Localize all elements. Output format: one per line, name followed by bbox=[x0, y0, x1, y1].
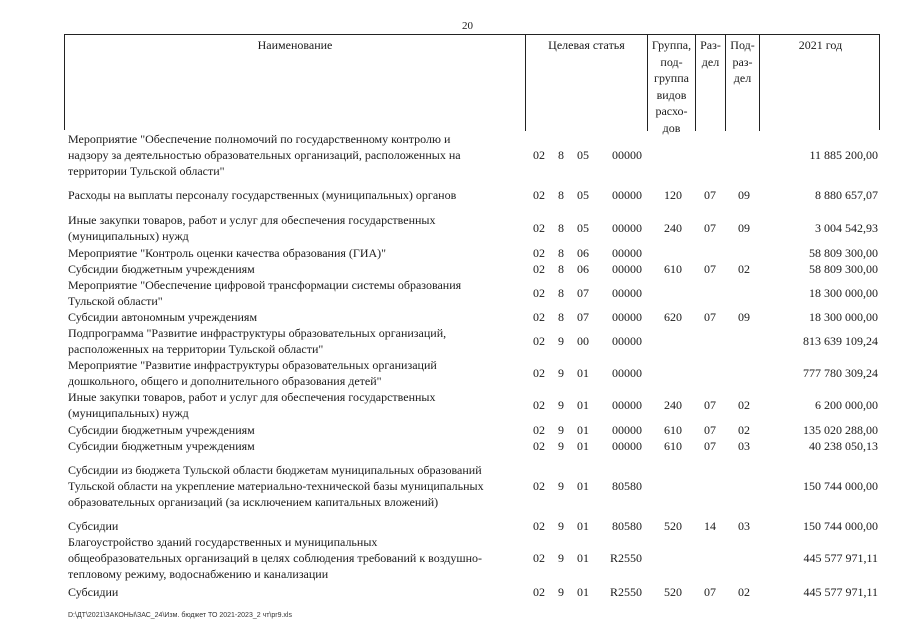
row-name-line: образовательных организаций (за исключением капитальных вложений) bbox=[68, 495, 439, 509]
row-name-line: Субсидии bbox=[68, 519, 119, 533]
table-row bbox=[64, 245, 880, 261]
row-c2: 8 bbox=[558, 262, 564, 276]
row-c4: 80580 bbox=[612, 479, 642, 493]
header-group-line: видов bbox=[656, 87, 687, 102]
row-name bbox=[68, 261, 526, 277]
row-c4: 00000 bbox=[612, 366, 642, 380]
row-name-line: дошкольного, общего и дополнительного образования детей" bbox=[68, 374, 382, 388]
row-name-line: Иные закупки товаров, работ и услуг для обеспечения государственных bbox=[68, 390, 436, 404]
table-row bbox=[64, 389, 880, 421]
header-group-line: под- bbox=[660, 54, 683, 69]
row-c2: 8 bbox=[558, 246, 564, 260]
file-path: D:\ДТ\2021\ЗАКОНЫ\ЗАС_24\Изм. бюджет ТО 2021-2023_2 чт\pr9.xls bbox=[68, 612, 292, 619]
header-target-label: Целевая статья bbox=[548, 38, 625, 52]
row-amt: 11 885 200,00 bbox=[809, 148, 878, 162]
row-c3: 00 bbox=[577, 334, 589, 348]
row-grp: 610 bbox=[664, 423, 682, 437]
row-name bbox=[68, 309, 526, 325]
row-c1: 02 bbox=[533, 310, 545, 324]
row-name bbox=[68, 131, 526, 179]
row-name bbox=[68, 325, 526, 357]
row-grp: 240 bbox=[664, 398, 682, 412]
row-amt: 135 020 288,00 bbox=[803, 423, 878, 437]
row-prz: 09 bbox=[738, 221, 750, 235]
row-rz: 07 bbox=[704, 439, 716, 453]
header-section-line: Раз- bbox=[700, 38, 721, 52]
row-c3: 01 bbox=[577, 479, 589, 493]
header-name-label: Наименование bbox=[257, 38, 333, 52]
row-name bbox=[68, 438, 526, 454]
row-c4: 00000 bbox=[612, 334, 642, 348]
row-amt: 58 809 300,00 bbox=[809, 246, 878, 260]
row-grp: 240 bbox=[664, 221, 682, 235]
row-name-line: Мероприятие "Обеспечение полномочий по государственному контролю и bbox=[68, 132, 451, 146]
table-row bbox=[64, 131, 880, 179]
row-amt: 150 744 000,00 bbox=[803, 479, 878, 493]
row-name bbox=[68, 357, 526, 389]
header-year bbox=[760, 35, 881, 131]
row-amt: 445 577 971,11 bbox=[803, 551, 878, 565]
table-row bbox=[64, 325, 880, 357]
row-c1: 02 bbox=[533, 439, 545, 453]
table-row bbox=[64, 518, 880, 534]
row-name bbox=[68, 462, 526, 510]
row-c3: 07 bbox=[577, 286, 589, 300]
row-c3: 01 bbox=[577, 551, 589, 565]
header-year-label: 2021 год bbox=[798, 38, 843, 52]
row-amt: 18 300 000,00 bbox=[809, 310, 878, 324]
table-row bbox=[64, 261, 880, 277]
row-rz: 07 bbox=[704, 188, 716, 202]
row-rz: 07 bbox=[704, 423, 716, 437]
row-grp: 610 bbox=[664, 439, 682, 453]
row-name-line: Подпрограмма "Развитие инфраструктуры образовательных организаций, bbox=[68, 326, 447, 340]
header-group-line: группа bbox=[654, 71, 689, 85]
row-name bbox=[68, 389, 526, 421]
row-c4: 00000 bbox=[612, 423, 642, 437]
row-name bbox=[68, 534, 526, 582]
header-subsection-line: раз- bbox=[732, 54, 753, 69]
table-row bbox=[64, 277, 880, 309]
row-c2: 8 bbox=[558, 286, 564, 300]
row-c3: 01 bbox=[577, 366, 589, 380]
row-c3: 06 bbox=[577, 246, 589, 260]
row-name-line: Мероприятие "Обеспечение цифровой трансформации системы образования bbox=[68, 278, 462, 292]
header-name bbox=[65, 35, 526, 131]
header-subsection-line: Под- bbox=[730, 38, 755, 52]
row-c2: 9 bbox=[558, 519, 564, 533]
header-group bbox=[648, 35, 696, 135]
row-c3: 07 bbox=[577, 310, 589, 324]
table-row bbox=[64, 309, 880, 325]
row-c1: 02 bbox=[533, 519, 545, 533]
row-name bbox=[68, 245, 526, 261]
row-name-line: расположенных на территории Тульской области" bbox=[68, 342, 324, 356]
row-c1: 02 bbox=[533, 366, 545, 380]
row-amt: 813 639 109,24 bbox=[803, 334, 878, 348]
row-name-line: Мероприятие "Развитие инфраструктуры образовательных организаций bbox=[68, 358, 437, 372]
row-c4: 80580 bbox=[612, 519, 642, 533]
row-name-line: Тульской области на укрепление материально-технической базы муниципальных bbox=[68, 479, 484, 493]
row-amt: 40 238 050,13 bbox=[809, 439, 878, 453]
table-row bbox=[64, 534, 880, 582]
row-rz: 07 bbox=[704, 221, 716, 235]
row-c1: 02 bbox=[533, 246, 545, 260]
table-row bbox=[64, 422, 880, 438]
header-subsection bbox=[726, 35, 760, 131]
row-c3: 05 bbox=[577, 148, 589, 162]
row-amt: 3 004 542,93 bbox=[815, 221, 878, 235]
row-prz: 02 bbox=[738, 423, 750, 437]
row-c4: R2550 bbox=[609, 551, 642, 565]
row-name-line: общеобразовательных организаций в целях соблюдения требований к воздушно- bbox=[68, 551, 483, 565]
row-c2: 9 bbox=[558, 334, 564, 348]
row-name-line: Субсидии бюджетным учреждениям bbox=[68, 439, 255, 453]
row-prz: 02 bbox=[738, 585, 750, 599]
row-c2: 8 bbox=[558, 188, 564, 202]
row-amt: 58 809 300,00 bbox=[809, 262, 878, 276]
table-row bbox=[64, 187, 880, 203]
row-c1: 02 bbox=[533, 398, 545, 412]
row-c2: 9 bbox=[558, 479, 564, 493]
row-c1: 02 bbox=[533, 585, 545, 599]
row-c4: 00000 bbox=[612, 246, 642, 260]
row-name-line: Субсидии автономным учреждениям bbox=[68, 310, 258, 324]
row-name-line: Благоустройство зданий государственных и муниципальных bbox=[68, 535, 378, 549]
row-c1: 02 bbox=[533, 479, 545, 493]
table-row bbox=[64, 584, 880, 600]
row-c3: 01 bbox=[577, 398, 589, 412]
row-c1: 02 bbox=[533, 551, 545, 565]
row-prz: 09 bbox=[738, 188, 750, 202]
row-c3: 01 bbox=[577, 585, 589, 599]
row-grp: 520 bbox=[664, 519, 682, 533]
header-target bbox=[526, 35, 648, 131]
row-c2: 9 bbox=[558, 366, 564, 380]
row-name-line: Субсидии бюджетным учреждениям bbox=[68, 262, 255, 276]
row-grp: 620 bbox=[664, 310, 682, 324]
row-name-line: Расходы на выплаты персоналу государственных (муниципальных) органов bbox=[68, 188, 457, 202]
row-c1: 02 bbox=[533, 286, 545, 300]
row-amt: 150 744 000,00 bbox=[803, 519, 878, 533]
row-c4: 00000 bbox=[612, 439, 642, 453]
header-group-line: дов bbox=[662, 120, 681, 135]
header-section bbox=[696, 35, 726, 131]
row-name-line: (муниципальных) нужд bbox=[68, 229, 189, 243]
row-rz: 14 bbox=[704, 519, 716, 533]
row-name bbox=[68, 187, 526, 203]
row-c2: 8 bbox=[558, 310, 564, 324]
row-c3: 05 bbox=[577, 188, 589, 202]
row-c1: 02 bbox=[533, 423, 545, 437]
row-c3: 06 bbox=[577, 262, 589, 276]
row-c2: 8 bbox=[558, 148, 564, 162]
row-name bbox=[68, 422, 526, 438]
row-prz: 09 bbox=[738, 310, 750, 324]
row-amt: 445 577 971,11 bbox=[803, 585, 878, 599]
row-grp: 120 bbox=[664, 188, 682, 202]
row-name-line: надзору за деятельностью образовательных организаций, расположенных на bbox=[68, 148, 461, 162]
row-c1: 02 bbox=[533, 221, 545, 235]
row-name-line: Мероприятие "Контроль оценки качества образования (ГИА)" bbox=[68, 246, 387, 260]
table-row bbox=[64, 212, 880, 244]
row-name-line: (муниципальных) нужд bbox=[68, 406, 189, 420]
row-c4: 00000 bbox=[612, 286, 642, 300]
table-header bbox=[64, 34, 880, 135]
row-grp: 520 bbox=[664, 585, 682, 599]
row-c3: 01 bbox=[577, 439, 589, 453]
row-c4: 00000 bbox=[612, 148, 642, 162]
row-c4: 00000 bbox=[612, 310, 642, 324]
row-c2: 9 bbox=[558, 423, 564, 437]
row-c2: 8 bbox=[558, 221, 564, 235]
row-c3: 01 bbox=[577, 519, 589, 533]
row-c1: 02 bbox=[533, 334, 545, 348]
header-group-line: расхо- bbox=[655, 104, 688, 118]
row-c2: 9 bbox=[558, 585, 564, 599]
row-name-line: Иные закупки товаров, работ и услуг для обеспечения государственных bbox=[68, 213, 436, 227]
row-prz: 03 bbox=[738, 519, 750, 533]
row-name-line: Тульской области" bbox=[68, 294, 163, 308]
row-c4: 00000 bbox=[612, 262, 642, 276]
row-c4: 00000 bbox=[612, 221, 642, 235]
row-rz: 07 bbox=[704, 262, 716, 276]
header-section-line: дел bbox=[701, 54, 720, 69]
row-amt: 777 780 309,24 bbox=[803, 366, 878, 380]
row-c2: 9 bbox=[558, 439, 564, 453]
table-row bbox=[64, 462, 880, 510]
row-c1: 02 bbox=[533, 262, 545, 276]
row-c2: 9 bbox=[558, 398, 564, 412]
row-amt: 18 300 000,00 bbox=[809, 286, 878, 300]
row-name bbox=[68, 277, 526, 309]
row-c1: 02 bbox=[533, 148, 545, 162]
row-c1: 02 bbox=[533, 188, 545, 202]
row-c4: R2550 bbox=[609, 585, 642, 599]
row-prz: 03 bbox=[738, 439, 750, 453]
row-rz: 07 bbox=[704, 398, 716, 412]
row-name bbox=[68, 584, 526, 600]
row-name-line: тепловому режиму, водоснабжению и канализации bbox=[68, 567, 329, 581]
header-subsection-line: дел bbox=[733, 71, 752, 85]
row-amt: 6 200 000,00 bbox=[815, 398, 878, 412]
row-name bbox=[68, 212, 526, 244]
row-name-line: Субсидии бюджетным учреждениям bbox=[68, 423, 255, 437]
row-name-line: территории Тульской области" bbox=[68, 164, 225, 178]
row-prz: 02 bbox=[738, 262, 750, 276]
row-c4: 00000 bbox=[612, 398, 642, 412]
row-grp: 610 bbox=[664, 262, 682, 276]
row-name bbox=[68, 518, 526, 534]
table-row bbox=[64, 438, 880, 454]
header-group-line: Группа, bbox=[651, 38, 692, 52]
row-rz: 07 bbox=[704, 585, 716, 599]
row-rz: 07 bbox=[704, 310, 716, 324]
table-row bbox=[64, 357, 880, 389]
row-prz: 02 bbox=[738, 398, 750, 412]
row-amt: 8 880 657,07 bbox=[815, 188, 878, 202]
row-c3: 05 bbox=[577, 221, 589, 235]
row-name-line: Субсидии bbox=[68, 585, 119, 599]
row-c4: 00000 bbox=[612, 188, 642, 202]
row-c3: 01 bbox=[577, 423, 589, 437]
row-c2: 9 bbox=[558, 551, 564, 565]
row-name-line: Субсидии из бюджета Тульской области бюджетам муниципальных образований bbox=[68, 463, 482, 477]
page-number: 20 bbox=[462, 20, 473, 32]
